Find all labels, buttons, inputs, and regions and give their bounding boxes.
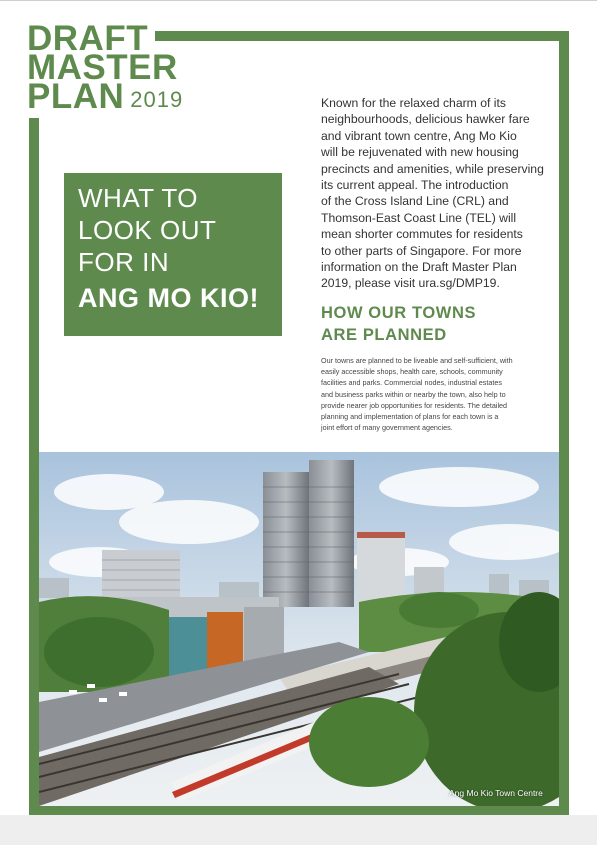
section-body-line: and business parks within or nearby the town, also help to xyxy=(321,389,506,399)
logo-line-master: MASTER xyxy=(27,48,178,87)
frame-left xyxy=(29,118,39,816)
headline-line-4: ANG MO KIO! xyxy=(78,283,259,313)
intro-line: neighbourhoods, delicious hawker fare xyxy=(321,112,530,127)
page-footer-strip xyxy=(0,815,597,845)
intro-line: Thomson-East Coast Line (TEL) will xyxy=(321,210,517,225)
section-body-line: provide nearer job opportunities for residents. The detailed xyxy=(321,400,508,410)
section-heading-line-1: HOW OUR TOWNS xyxy=(321,304,477,322)
headline-line-3: FOR IN xyxy=(78,247,170,277)
section-heading-line-2: ARE PLANNED xyxy=(321,326,447,344)
section-heading xyxy=(321,302,476,346)
headline-line-2: LOOK OUT xyxy=(78,215,217,245)
intro-paragraph xyxy=(321,95,553,292)
logo-line-plan xyxy=(27,77,184,116)
section-body xyxy=(321,355,557,433)
draft-master-plan-logo xyxy=(27,19,184,116)
section-body-line: joint effort of many government agencies. xyxy=(321,423,453,433)
logo-plan-word: PLAN xyxy=(27,77,125,116)
section-body-line: easily accessible shops, health care, schools, community xyxy=(321,367,503,377)
top-rule xyxy=(0,0,597,1)
intro-line: mean shorter commutes for residents xyxy=(321,227,523,242)
intro-line: precincts and amenities, while preserving xyxy=(321,161,544,176)
logo-line-draft: DRAFT xyxy=(27,19,149,58)
intro-line: information on the Draft Master Plan xyxy=(321,260,517,275)
intro-line-link[interactable]: 2019, please visit ura.sg/DMP19. xyxy=(321,276,500,291)
logo-year: 2019 xyxy=(130,87,184,112)
photo-caption: Ang Mo Kio Town Centre xyxy=(449,788,543,798)
intro-line: its current appeal. The introduction xyxy=(321,178,509,193)
intro-line: and vibrant town centre, Ang Mo Kio xyxy=(321,128,517,143)
section-body-line: facilities and parks. Commercial nodes, industrial estates xyxy=(321,378,502,388)
frame-top xyxy=(155,31,569,41)
intro-line: Known for the relaxed charm of its xyxy=(321,96,506,110)
headline-line-1: WHAT TO xyxy=(78,183,199,213)
section-body-line: planning and implementation of plans for each town is a xyxy=(321,412,499,422)
town-centre-illustration xyxy=(39,452,559,806)
intro-line: will be rejuvenated with new housing xyxy=(321,145,519,160)
intro-line: of the Cross Island Line (CRL) and xyxy=(321,194,509,209)
intro-line: to other parts of Singapore. For more xyxy=(321,243,522,258)
frame-right xyxy=(559,31,569,816)
town-centre-photo xyxy=(39,452,559,806)
headline-box xyxy=(64,173,282,336)
section-body-line: Our towns are planned to be liveable and self-sufficient, with xyxy=(321,356,513,365)
